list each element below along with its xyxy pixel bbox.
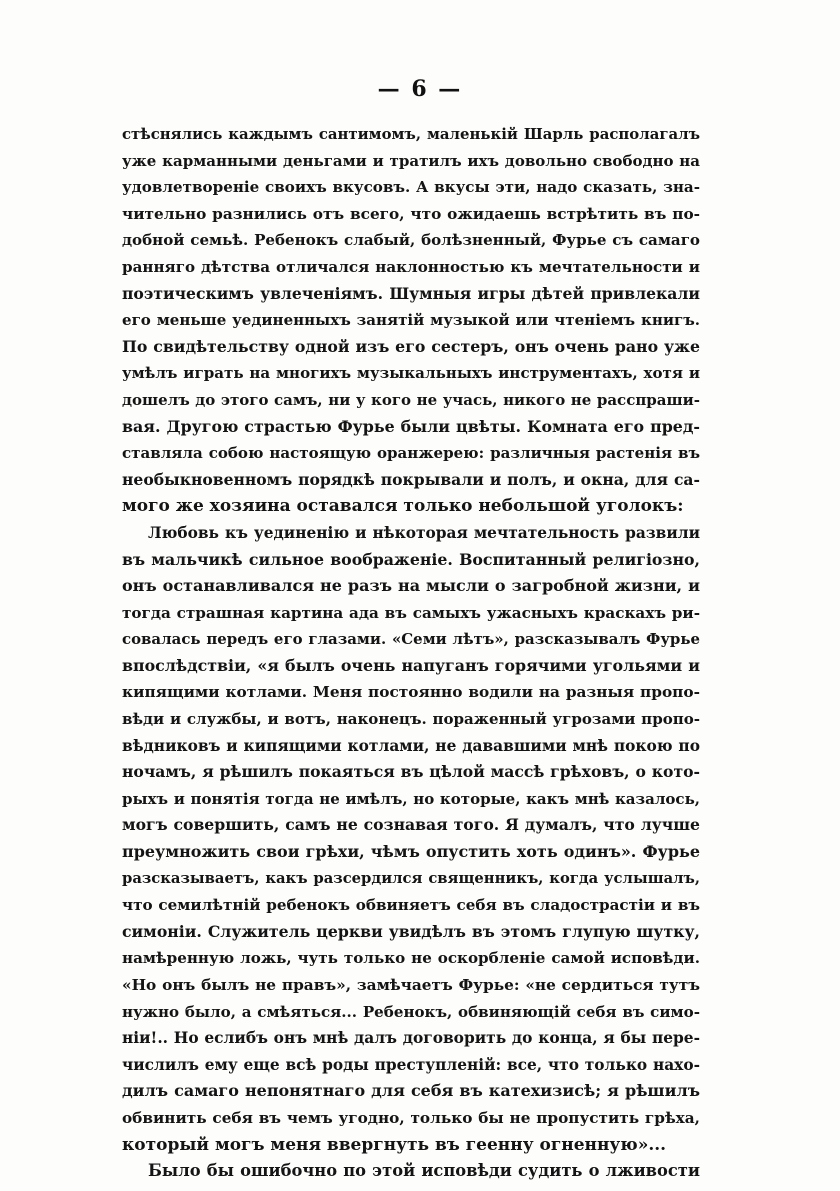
page-number: — 6 —: [377, 76, 463, 102]
text-line: мого же хозяина оставался только небольшой уголокъ:: [122, 496, 684, 517]
text-line: нужно было, а смѣяться... Ребенокъ, обвиняющій себя въ симо-: [122, 1002, 700, 1021]
text-line: уже карманными деньгами и тратилъ ихъ довольно свободно на: [122, 151, 700, 170]
text-line: онъ останавливался не разъ на мысли о загробной жизни, и: [122, 576, 700, 596]
text-line: числилъ ему еще всѣ роды преступленій: все, что только нахо-: [122, 1055, 700, 1074]
text-line: совалась передъ его глазами. «Семи лѣтъ», разсказывалъ Фурье: [122, 630, 700, 649]
text-line: въ мальчикѣ сильное воображеніе. Воспитанный религіозно,: [122, 549, 700, 569]
text-line: дилъ самаго непонятнаго для себя въ катехизисѣ; я рѣшилъ: [122, 1081, 700, 1101]
text-line: дошелъ до этого самъ, ни у кого не учась, никого не расспраши-: [122, 390, 700, 409]
text-line: разсказываетъ, какъ разсердился священникъ, когда услышалъ,: [122, 869, 700, 887]
text-line: ставляла собою настоящую оранжерею: различныя растенія въ: [122, 444, 700, 463]
text-line: его меньше уединенныхъ занятій музыкой или чтеніемъ книгъ.: [122, 311, 700, 330]
text-line: чительно разнились отъ всего, что ожидаешь встрѣтить въ по-: [122, 204, 700, 223]
text-line: удовлетвореніе своихъ вкусовъ. А вкусы эти, надо сказать, зна-: [122, 178, 700, 197]
text-line: поэтическимъ увлеченіямъ. Шумныя игры дѣтей привлекали: [122, 283, 700, 303]
text-line: симоніи. Служитель церкви увидѣлъ въ этомъ глупую шутку,: [122, 921, 700, 941]
text-line: намѣренную ложь, чуть только не оскорбленіе самой исповѣди.: [122, 949, 700, 968]
text-line: могъ совершить, самъ не сознавая того. Я думалъ, что лучше: [122, 815, 700, 835]
text-line: умѣлъ играть на многихъ музыкальныхъ инструментахъ, хотя и: [122, 364, 700, 383]
text-line: ніи!.. Но еслибъ онъ мнѣ далъ договорить до конца, я бы пере-: [122, 1029, 700, 1048]
text-line: ранняго дѣтства отличался наклонностью къ мечтательности и: [122, 257, 700, 276]
text-line: что семилѣтній ребенокъ обвиняетъ себя въ сладострастіи и въ: [122, 896, 700, 915]
text-line: впослѣдствіи, «я былъ очень напуганъ горячими угольями и: [122, 655, 700, 675]
text-line: необыкновенномъ порядкѣ покрывали и полъ, и окна, для са-: [122, 469, 700, 489]
text-line: Любовь къ уединенію и нѣкоторая мечтательность развили: [148, 523, 700, 542]
text-line: вѣдниковъ и кипящими котлами, не дававшими мнѣ покою по: [122, 736, 700, 755]
text-line: стѣснялись каждымъ сантимомъ, маленькій Шарль располагалъ: [122, 125, 700, 143]
text-line: По свидѣтельству одной изъ его сестеръ, онъ очень рано уже: [122, 336, 700, 356]
text-line: обвинить себя въ чемъ угодно, только бы не пропустить грѣха,: [122, 1108, 700, 1127]
text-line: тогда страшная картина ада въ самыхъ ужасныхъ краскахъ ри-: [122, 603, 700, 622]
text-line: добной семьѣ. Ребенокъ слабый, болѣзненный, Фурье съ самаго: [122, 231, 700, 250]
text-line: который могъ меня ввергнуть въ геенну огненную»...: [122, 1134, 667, 1155]
body-text: [122, 121, 700, 1185]
text-line: вая. Другою страстью Фурье были цвѣты. Комната его пред-: [122, 416, 700, 436]
text-line: преумножить свои грѣхи, чѣмъ опустить хоть одинъ». Фурье: [122, 842, 700, 862]
text-line: кипящими котлами. Меня постоянно водили на разныя пропо-: [122, 683, 700, 702]
text-line: Было бы ошибочно по этой исповѣди судить о лживости: [148, 1161, 700, 1181]
text-line: вѣди и службы, и вотъ, наконецъ. пораженный угрозами пропо-: [122, 710, 700, 729]
text-line: рыхъ и понятія тогда не имѣлъ, но которые, какъ мнѣ казалось,: [122, 789, 700, 808]
text-line: ночамъ, я рѣшилъ покаяться въ цѣлой массѣ грѣховъ, о кото-: [122, 762, 700, 782]
text-line: «Но онъ былъ не правъ», замѣчаетъ Фурье: «не сердиться тутъ: [122, 976, 700, 994]
